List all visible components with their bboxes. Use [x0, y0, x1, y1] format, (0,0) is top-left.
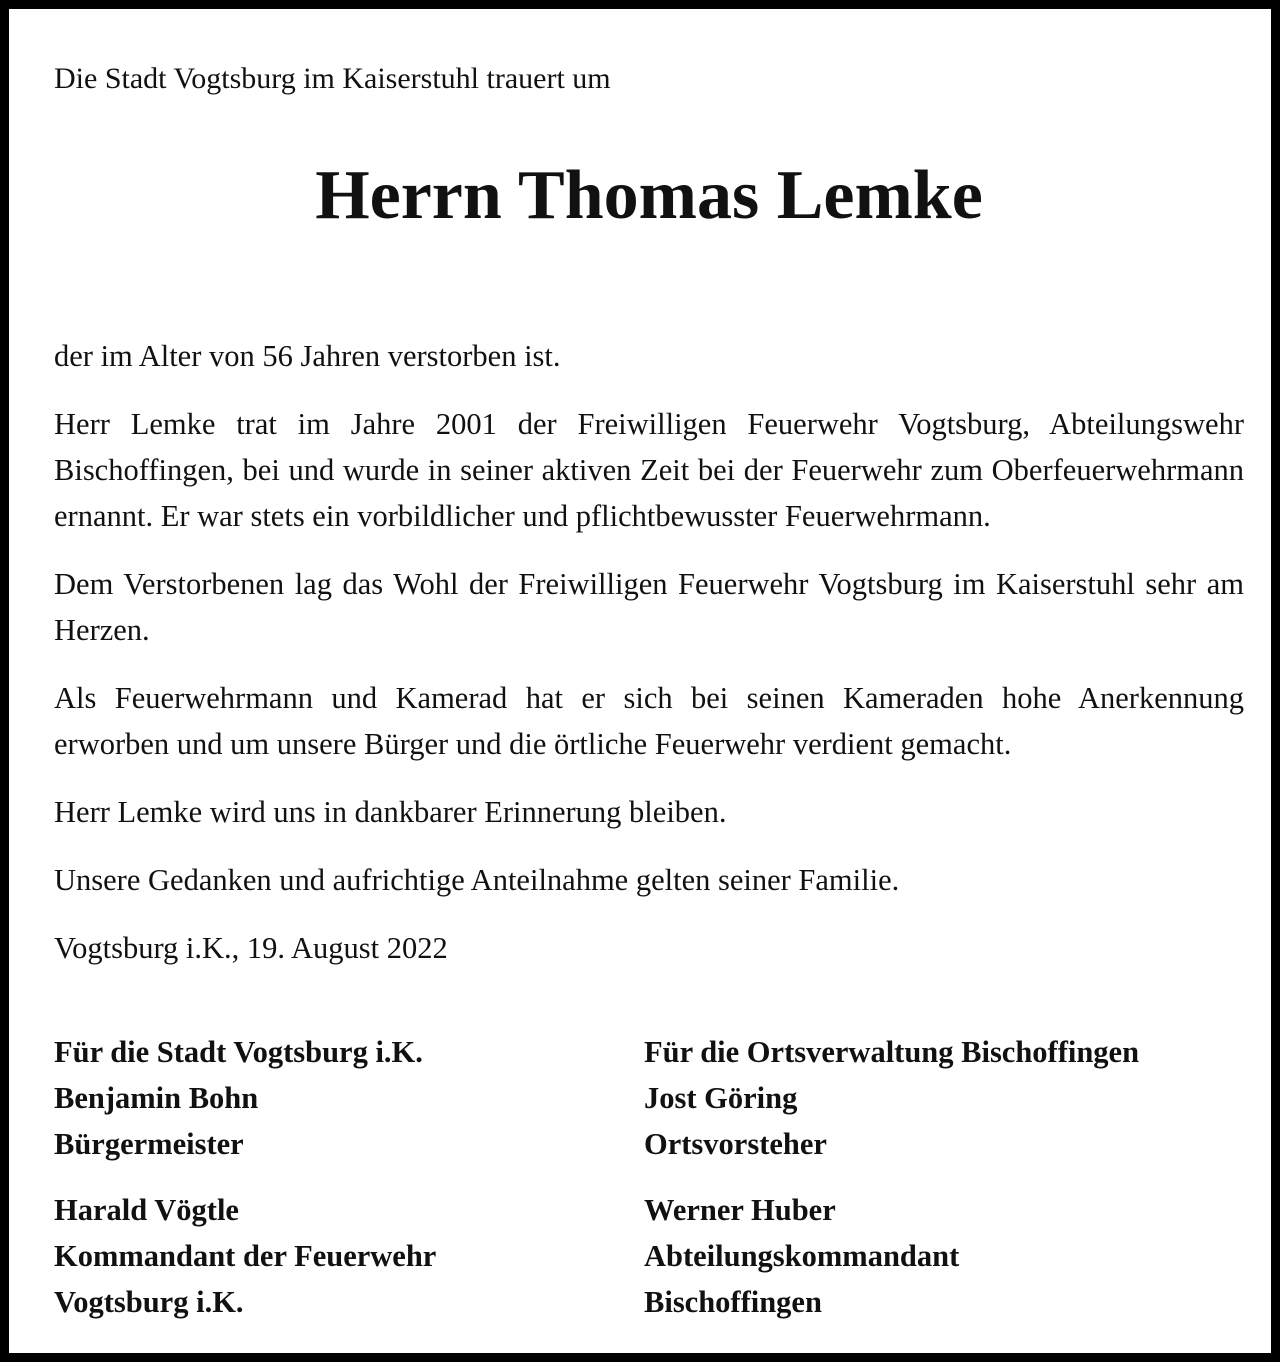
deceased-name: Herrn Thomas Lemke	[315, 157, 983, 234]
signature-section-commander	[644, 1187, 1244, 1325]
paragraph-career: Herr Lemke trat im Jahre 2001 der Freiwilligen Feuerwehr Vogtsburg, Abteilungswehr Bischoffingen, bei und wurde in seiner aktiven Zeit bei der Feuerwehr zum Oberfeuerwehrmann ernannt. Er war stets ein vorbildlicher und pflichtbewusster Feuerwehrmann.	[54, 407, 1244, 533]
signature-org: Für die Stadt Vogtsburg i.K.	[54, 1035, 423, 1069]
signature-row	[54, 1029, 1244, 1167]
signature-block	[54, 1029, 1244, 1345]
signature-title: Kommandant der Feuerwehr	[54, 1239, 437, 1273]
signature-fire-commander	[54, 1187, 644, 1325]
signature-person: Harald Vögtle	[54, 1193, 239, 1227]
signature-row	[54, 1187, 1244, 1325]
signature-city	[54, 1029, 644, 1167]
signature-location: Vogtsburg i.K.	[54, 1285, 244, 1319]
paragraph-dedication: Dem Verstorbenen lag das Wohl der Freiwilligen Feuerwehr Vogtsburg im Kaiserstuhl sehr am Herzen.	[54, 567, 1244, 647]
signature-person: Benjamin Bohn	[54, 1081, 259, 1115]
paragraph-condolence: Unsere Gedanken und aufrichtige Anteilnahme gelten seiner Familie.	[54, 863, 900, 897]
obituary-content	[54, 59, 1244, 1319]
place-date: Vogtsburg i.K., 19. August 2022	[54, 931, 448, 965]
signature-person: Werner Huber	[644, 1193, 836, 1227]
signature-title: Ortsvorsteher	[644, 1127, 827, 1161]
signature-title: Bürgermeister	[54, 1127, 244, 1161]
signature-location: Bischoffingen	[644, 1285, 822, 1319]
paragraph-age: der im Alter von 56 Jahren verstorben ist.	[54, 339, 561, 373]
signature-person: Jost Göring	[644, 1081, 798, 1115]
intro-line: Die Stadt Vogtsburg im Kaiserstuhl trauert um	[54, 62, 611, 95]
signature-local-administration	[644, 1029, 1244, 1167]
paragraph-remembrance: Herr Lemke wird uns in dankbarer Erinnerung bleiben.	[54, 795, 727, 829]
notice-body	[54, 333, 1244, 993]
paragraph-recognition: Als Feuerwehrmann und Kamerad hat er sich bei seinen Kameraden hohe Anerkennung erworben und um unsere Bürger und die örtliche Feuerwehr verdient gemacht.	[54, 681, 1244, 761]
signature-org: Für die Ortsverwaltung Bischoffingen	[644, 1035, 1140, 1069]
signature-title: Abteilungskommandant	[644, 1239, 960, 1273]
